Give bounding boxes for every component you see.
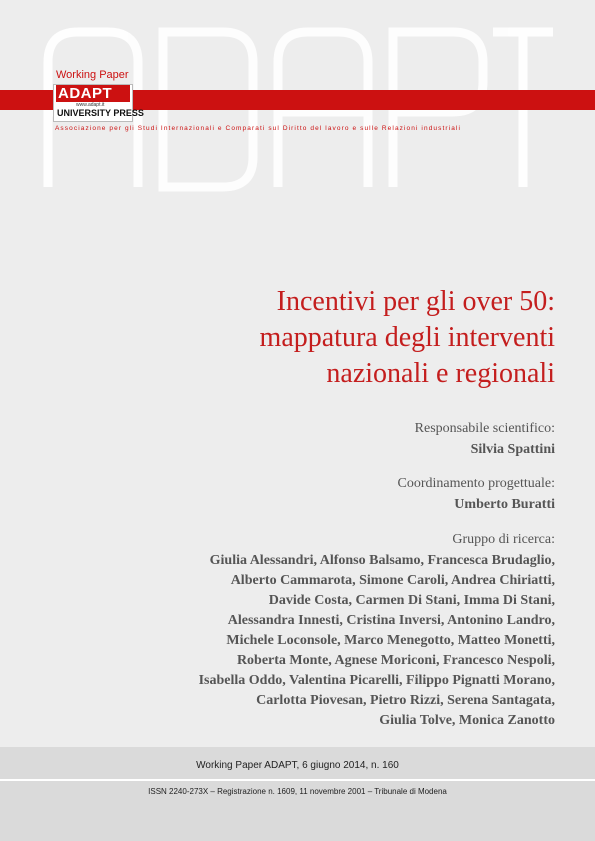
logo-wordmark: ADAPT [56, 85, 130, 102]
research-line: Giulia Tolve, Monica Zanotto [379, 713, 555, 728]
footer-issn: ISSN 2240-273X – Registrazione n. 1609, 11 novembre 2001 – Tribunale di Modena [148, 787, 447, 796]
logo-university-press: UNIVERSITY PRESS [57, 108, 144, 118]
association-tagline: Associazione per gli Studi Internazionali e Comparati sul Diritto del lavoro e sulle Relazioni industriali [55, 125, 461, 132]
coordination-name: Umberto Buratti [454, 497, 555, 512]
footer-divider [0, 779, 595, 781]
title-line-1: Incentivi per gli over 50: [276, 286, 555, 317]
adapt-logo [53, 84, 144, 122]
research-line: Carlotta Piovesan, Pietro Rizzi, Serena Santagata, [256, 693, 555, 708]
title-line-2: mappatura degli interventi [259, 322, 555, 353]
research-line: Giulia Alessandri, Alfonso Balsamo, Francesca Brudaglio, [209, 553, 555, 568]
research-line: Davide Costa, Carmen Di Stani, Imma Di Stani, [268, 593, 555, 608]
scientific-lead-label: Responsabile scientifico: [414, 421, 555, 436]
research-line: Roberta Monte, Agnese Moriconi, Francesco Nespoli, [236, 653, 555, 668]
working-paper-label: Working Paper [56, 69, 129, 81]
title-line-3: nazionali e regionali [326, 358, 555, 389]
logo-site: www.adapt.it [76, 102, 105, 108]
research-line: Alberto Cammarota, Simone Caroli, Andrea Chiriatti, [230, 573, 555, 588]
scientific-lead-name: Silvia Spattini [470, 442, 555, 457]
research-group-list [35, 551, 555, 731]
research-line: Isabella Oddo, Valentina Picarelli, Filippo Pignatti Morano, [198, 673, 555, 688]
research-line: Michele Loconsole, Marco Menegotto, Matteo Monetti, [226, 633, 555, 648]
research-group-label: Gruppo di ricerca: [452, 532, 555, 547]
coordination-label: Coordinamento progettuale: [397, 476, 555, 491]
research-line: Alessandra Innesti, Cristina Inversi, Antonino Landro, [227, 613, 555, 628]
footer-citation: Working Paper ADAPT, 6 giugno 2014, n. 160 [196, 760, 399, 771]
document-title [75, 284, 555, 392]
